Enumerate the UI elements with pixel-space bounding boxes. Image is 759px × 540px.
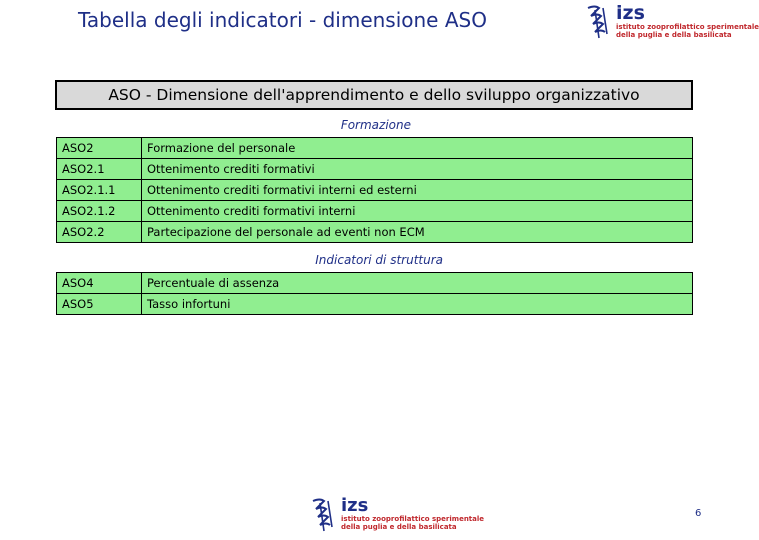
indicator-description: Tasso infortuni bbox=[142, 294, 693, 315]
indicator-code: ASO2 bbox=[57, 138, 142, 159]
indicator-code: ASO2.1 bbox=[57, 159, 142, 180]
indicator-description: Ottenimento crediti formativi interni bbox=[142, 201, 693, 222]
indicator-code: ASO2.1.1 bbox=[57, 180, 142, 201]
indicator-description: Ottenimento crediti formativi bbox=[142, 159, 693, 180]
indicator-code: ASO2.1.2 bbox=[57, 201, 142, 222]
section-title-indicatori-struttura: Indicatori di struttura bbox=[56, 250, 693, 270]
table-row bbox=[57, 201, 693, 222]
izs-logo-bottom bbox=[310, 497, 484, 535]
indicator-description: Formazione del personale bbox=[142, 138, 693, 159]
logo-line2: della puglia e della basilicata bbox=[616, 31, 732, 40]
indicator-code: ASO4 bbox=[57, 273, 142, 294]
indicator-code: ASO5 bbox=[57, 294, 142, 315]
indicator-description: Percentuale di assenza bbox=[142, 273, 693, 294]
slide-title: Tabella degli indicatori - dimensione ASO bbox=[78, 8, 487, 32]
page-number: 6 bbox=[695, 508, 702, 519]
izs-logo-mark-icon bbox=[585, 4, 613, 42]
logo-name: izs bbox=[616, 2, 645, 24]
logo-line1: istituto zooprofilattico sperimentale bbox=[341, 515, 485, 523]
table-row bbox=[57, 138, 693, 159]
indicator-table-struttura bbox=[56, 272, 693, 315]
indicator-table-formazione bbox=[56, 137, 693, 243]
indicator-description: Partecipazione del personale ad eventi non ECM bbox=[142, 222, 693, 243]
table-row bbox=[57, 159, 693, 180]
izs-logo-mark-icon bbox=[310, 497, 338, 535]
indicator-code: ASO2.2 bbox=[57, 222, 142, 243]
izs-logo-top bbox=[585, 4, 759, 42]
logo-line2: della puglia e della basilicata bbox=[341, 523, 457, 532]
logo-line1: istituto zooprofilattico sperimentale bbox=[616, 23, 759, 31]
logo-name: izs bbox=[341, 495, 369, 516]
section-title-formazione: Formazione bbox=[56, 115, 693, 135]
table-row bbox=[57, 294, 693, 315]
indicator-description: Ottenimento crediti formativi interni ed esterni bbox=[142, 180, 693, 201]
table-row bbox=[57, 180, 693, 201]
table-row bbox=[57, 222, 693, 243]
table-row bbox=[57, 273, 693, 294]
dimension-header: ASO - Dimensione dell'apprendimento e dello sviluppo organizzativo bbox=[55, 80, 693, 110]
